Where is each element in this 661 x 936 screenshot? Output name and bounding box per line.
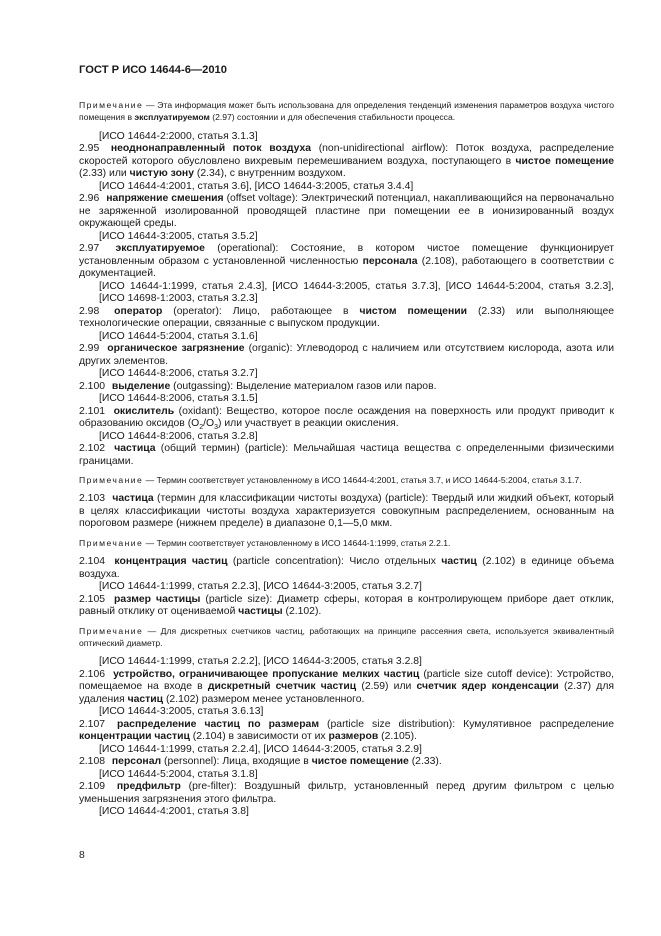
term-entry-2-97: 2.97 эксплуатируемое (operational): Состояние, в котором чистое помещение функционирует установленным образом с установленной численностью персонала (2.108), работающего в соответствии с документацией. <box>79 243 615 280</box>
reference: [ИСО 14644-2:2000, статья 3.1.3] <box>99 130 258 142</box>
note-paragraph: Примечание — Для дискретных счетчиков частиц, работающих на принципе рассеяния света, используется эквивалентный оптический диаметр. <box>79 625 614 648</box>
term-entry-2-98: 2.98 оператор (operator): Лицо, работающее в чистом помещении (2.33) или выполняющее технологические операции, связанные с выпуском продукции. <box>79 305 614 330</box>
reference: [ИСО 14644-8:2006, статья 3.2.7] <box>99 368 258 380</box>
reference: [ИСО 14644-1:1999, статья 2.2.4], [ИСО 14644-3:2005, статья 3.2.9] <box>99 743 422 755</box>
note-paragraph: Примечание — Термин соответствует установленному в ИСО 14644-1:1999, статья 2.2.1. <box>79 537 451 548</box>
reference: [ИСО 14644-4:2001, статья 3.6], [ИСО 14644-3:2005, статья 3.4.4] <box>99 180 414 192</box>
term-entry-2-106: 2.106 устройство, ограничивающее пропускание мелких частиц (particle size cutoff device): Устройство, помещаемое на входе в дискретный счетчик частиц (2.59) или счетчик ядер конденсации (2.37) для удаления частиц (2.102) размером менее установленного. <box>79 668 615 705</box>
note-paragraph: Примечание — Термин соответствует установленному в ИСО 14644-4:2001, статья 3.7, и ИСО 14644-5:2004, статья 3.1.7. <box>79 475 582 486</box>
reference: [ИСО 14644-5:2004, статья 3.1.8] <box>99 768 258 780</box>
term-entry-2-99: 2.99 органическое загрязнение (organic): Углеводород с наличием или отсутствием кислорода, азота или других элементов. <box>79 343 614 367</box>
reference: [ИСО 14644-1:1999, статья 2.4.3], [ИСО 14644-3:2005, статья 3.7.3], [ИСО 14644-5:2004, статья 3.2.3], [ИСО 14698-1:2003, статья 3.2.3] <box>99 280 614 305</box>
reference: [ИСО 14644-3:2005, статья 3.5.2] <box>99 230 258 242</box>
term-entry-2-96: 2.96 напряжение смешения (offset voltage): Электрический потенциал, накапливающийся на первоначально не заряженной изолированной проводящей пластине при помещении ее в ионизированный воздух окружающей среды. <box>79 193 614 230</box>
page-content <box>79 64 614 819</box>
note-paragraph: Примечание — Эта информация может быть использована для определения тенденций изменения параметров воздуха чистого помещения в эксплуатируемом (2.97) состоянии и для обеспечения стабильности процесса. <box>79 100 614 123</box>
term-entry-2-100: 2.100 выделение (outgassing): Выделение материалом газов или паров. <box>79 380 437 392</box>
term-entry-2-101: 2.101 окислитель (oxidant): Вещество, которое после осаждения на поверхность или продукт приводит к образованию оксидов $(O_2/O_3)$ или участвует в реакции окисления. <box>79 405 614 432</box>
reference: [ИСО 14644-4:2001, статья 3.8] <box>99 806 249 818</box>
document-header: ГОСТ Р ИСО 14644-6—2010 <box>79 64 227 76</box>
reference: [ИСО 14644-5:2004, статья 3.1.6] <box>99 330 258 342</box>
note-label: Примечание <box>79 100 144 110</box>
term-entry-2-107: 2.107 распределение частиц по размерам (particle size distribution): Кумулятивное распределение концентрации частиц (2.104) в зависимости от их размеров (2.105). <box>79 718 614 743</box>
term-entry-2-104: 2.104 концентрация частиц (particle concentration): Число отдельных частиц (2.102) в единице объема воздуха. <box>79 556 615 580</box>
page-number: 8 <box>79 850 85 861</box>
term-entry-2-103: 2.103 частица (термин для классификации чистоты воздуха) (particle): Твердый или жидкий объект, который в целях классификации чистоты воздуха характеризуется совокупным распределением, основанным на пороговом размере (нижнем пределе) в диапазоне 0,1—5,0 мкм. <box>79 493 614 530</box>
term-entry-2-108: 2.108 персонал (personnel): Лица, входящие в чистое помещение (2.33). <box>79 756 442 768</box>
reference: [ИСО 14644-1:1999, статья 2.2.3], [ИСО 14644-3:2005, статья 3.2.7] <box>99 581 422 593</box>
reference: [ИСО 14644-8:2006, статья 3.1.5] <box>99 393 258 405</box>
term-entry-2-105: 2.105 размер частицы (particle size): Диаметр сферы, которая в контролирующем приборе дает отклик, равный отклику от оцениваемой частицы (2.102). <box>79 593 615 618</box>
reference: [ИСО 14644-1:1999, статья 2.2.2], [ИСО 14644-3:2005, статья 3.2.8] <box>99 656 422 668</box>
reference: [ИСО 14644-8:2006, статья 3.2.8] <box>99 430 258 442</box>
term-entry-2-102: 2.102 частица (общий термин) (particle): Мельчайшая частица вещества с определенными физическими границами. <box>79 443 615 467</box>
reference: [ИСО 14644-3:2005, статья 3.6.13] <box>99 706 264 718</box>
term-entry-2-109: 2.109 предфильтр (pre-filter): Воздушный фильтр, установленный перед другим фильтром с целью уменьшения загрязнения этого фильтра. <box>79 781 615 805</box>
term-entry-2-95: 2.95 неоднонаправленный поток воздуха (non-unidirectional airflow): Поток воздуха, распределение скоростей которого обусловлено вихревым перемешиванием воздуха, поступающего в чистое помещение (2.33) или чистую зону (2.34), с внутренним воздухом. <box>79 143 615 180</box>
